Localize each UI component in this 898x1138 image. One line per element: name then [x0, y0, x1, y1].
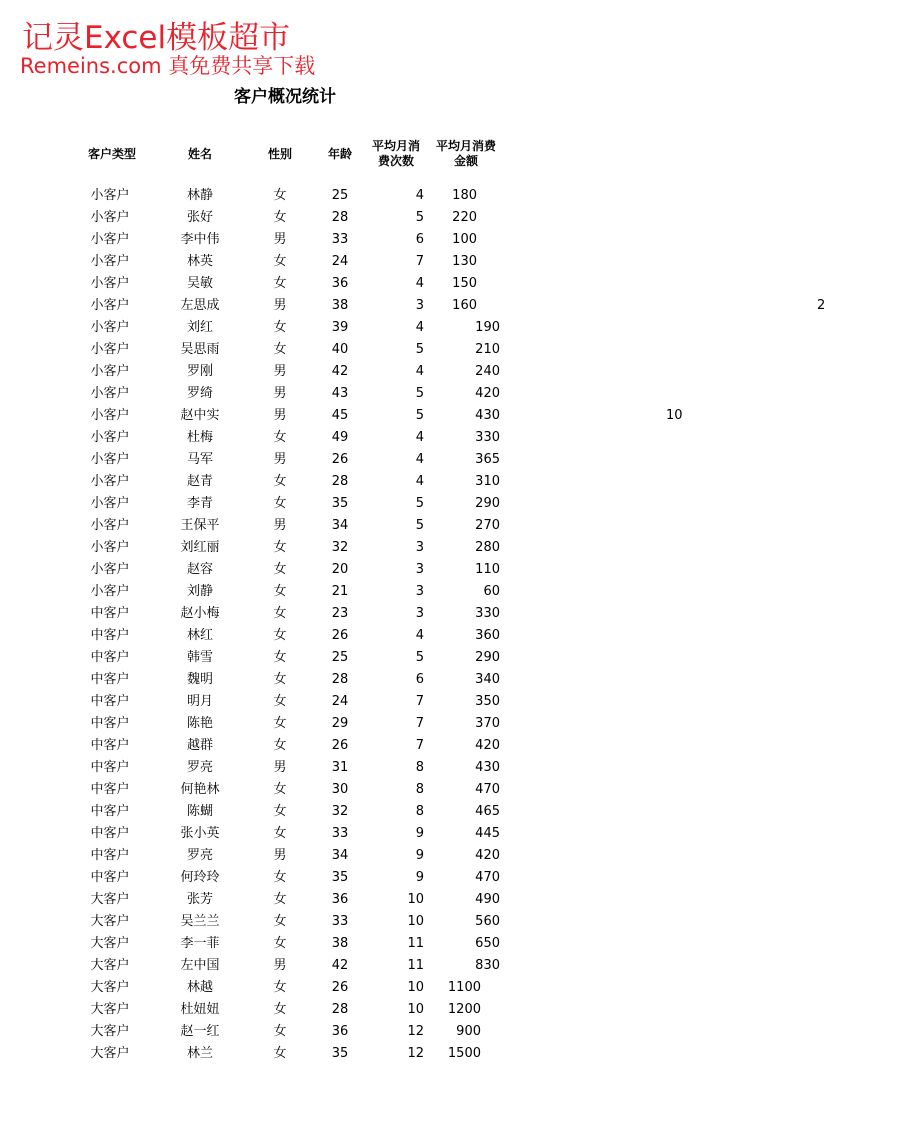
cell-age: 35 [331, 1046, 349, 1061]
header-customer-type: 客户类型 [87, 146, 136, 161]
cell-age: 34 [331, 848, 349, 863]
cell-name: 林静 [186, 188, 213, 203]
cell-age: 28 [331, 672, 349, 687]
cell-customer-type: 小客户 [90, 364, 130, 379]
cell-name: 赵容 [186, 562, 213, 577]
cell-customer-type: 中客户 [90, 694, 130, 709]
table-row [0, 845, 898, 867]
cell-age: 28 [331, 474, 349, 489]
cell-avg-amount: 280 [475, 540, 500, 555]
table-row [0, 251, 898, 273]
cell-age: 30 [331, 782, 349, 797]
cell-gender: 女 [273, 1002, 287, 1017]
cell-gender: 女 [273, 474, 287, 489]
cell-age: 20 [331, 562, 349, 577]
cell-avg-frequency: 4 [415, 474, 424, 489]
cell-gender: 男 [273, 386, 287, 401]
cell-avg-frequency: 3 [415, 540, 424, 555]
cell-customer-type: 大客户 [90, 958, 130, 973]
cell-age: 25 [331, 188, 349, 203]
cell-avg-frequency: 10 [407, 892, 424, 907]
cell-customer-type: 小客户 [90, 474, 130, 489]
stray-cell-value: 2 [817, 298, 826, 313]
cell-avg-frequency: 6 [415, 672, 424, 687]
cell-avg-amount: 360 [475, 628, 500, 643]
table-row [0, 933, 898, 955]
cell-avg-amount: 110 [475, 562, 500, 577]
header-age: 年龄 [327, 146, 352, 161]
cell-age: 29 [331, 716, 349, 731]
cell-customer-type: 小客户 [90, 408, 130, 423]
cell-avg-amount: 100 [452, 232, 477, 247]
cell-avg-frequency: 7 [415, 738, 424, 753]
cell-customer-type: 小客户 [90, 298, 130, 313]
cell-customer-type: 小客户 [90, 210, 130, 225]
cell-avg-amount: 430 [475, 408, 500, 423]
cell-name: 杜梅 [186, 430, 213, 445]
cell-customer-type: 大客户 [90, 1002, 130, 1017]
cell-gender: 女 [273, 694, 287, 709]
cell-avg-amount: 560 [475, 914, 500, 929]
cell-avg-amount: 650 [475, 936, 500, 951]
table-row [0, 1021, 898, 1043]
cell-age: 42 [331, 958, 349, 973]
cell-avg-amount: 420 [475, 738, 500, 753]
cell-customer-type: 大客户 [90, 914, 130, 929]
cell-avg-amount: 365 [475, 452, 500, 467]
cell-age: 43 [331, 386, 349, 401]
cell-avg-amount: 445 [475, 826, 500, 841]
cell-customer-type: 中客户 [90, 782, 130, 797]
cell-avg-frequency: 10 [407, 980, 424, 995]
cell-gender: 女 [273, 1024, 287, 1039]
cell-age: 28 [331, 210, 349, 225]
cell-age: 26 [331, 628, 349, 643]
cell-avg-amount: 60 [483, 584, 500, 599]
header-avg-frequency: 平均月消 费次数 [371, 139, 420, 168]
cell-age: 26 [331, 980, 349, 995]
table-row [0, 581, 898, 603]
cell-age: 32 [331, 804, 349, 819]
cell-name: 明月 [186, 694, 213, 709]
cell-customer-type: 大客户 [90, 936, 130, 951]
cell-gender: 女 [273, 210, 287, 225]
cell-age: 21 [331, 584, 349, 599]
stray-cell-value: 10 [666, 408, 683, 423]
cell-age: 39 [331, 320, 349, 335]
cell-gender: 女 [273, 870, 287, 885]
cell-avg-frequency: 10 [407, 914, 424, 929]
cell-avg-frequency: 3 [415, 298, 424, 313]
table-row [0, 361, 898, 383]
cell-name: 赵一红 [180, 1024, 220, 1039]
table-row [0, 911, 898, 933]
cell-avg-amount: 370 [475, 716, 500, 731]
table-row [0, 779, 898, 801]
cell-gender: 男 [273, 452, 287, 467]
cell-name: 刘静 [186, 584, 213, 599]
cell-customer-type: 小客户 [90, 518, 130, 533]
cell-avg-frequency: 3 [415, 584, 424, 599]
cell-avg-amount: 220 [452, 210, 477, 225]
cell-customer-type: 小客户 [90, 342, 130, 357]
cell-name: 赵中实 [180, 408, 220, 423]
cell-name: 林红 [186, 628, 213, 643]
table-row [0, 405, 898, 427]
cell-avg-frequency: 11 [407, 936, 424, 951]
cell-avg-frequency: 5 [415, 210, 424, 225]
cell-avg-frequency: 4 [415, 452, 424, 467]
cell-age: 36 [331, 276, 349, 291]
table-row [0, 537, 898, 559]
cell-name: 吴兰兰 [180, 914, 220, 929]
cell-avg-amount: 150 [452, 276, 477, 291]
cell-avg-frequency: 11 [407, 958, 424, 973]
cell-avg-frequency: 5 [415, 342, 424, 357]
cell-age: 34 [331, 518, 349, 533]
cell-avg-frequency: 10 [407, 1002, 424, 1017]
cell-avg-amount: 430 [475, 760, 500, 775]
cell-name: 陈艳 [186, 716, 213, 731]
cell-gender: 女 [273, 672, 287, 687]
table-row [0, 493, 898, 515]
cell-customer-type: 小客户 [90, 232, 130, 247]
cell-avg-amount: 310 [475, 474, 500, 489]
table-row [0, 999, 898, 1021]
cell-name: 左思成 [180, 298, 220, 313]
cell-age: 26 [331, 738, 349, 753]
cell-avg-amount: 180 [452, 188, 477, 203]
cell-name: 林英 [186, 254, 213, 269]
cell-gender: 女 [273, 188, 287, 203]
cell-avg-frequency: 4 [415, 628, 424, 643]
cell-avg-amount: 420 [475, 848, 500, 863]
cell-avg-frequency: 7 [415, 716, 424, 731]
cell-age: 35 [331, 496, 349, 511]
cell-gender: 男 [273, 408, 287, 423]
cell-avg-amount: 1100 [447, 980, 481, 995]
table-row [0, 207, 898, 229]
cell-gender: 男 [273, 232, 287, 247]
cell-avg-amount: 470 [475, 870, 500, 885]
cell-avg-amount: 190 [475, 320, 500, 335]
cell-gender: 女 [273, 606, 287, 621]
cell-age: 33 [331, 914, 349, 929]
cell-customer-type: 小客户 [90, 540, 130, 555]
cell-name: 林越 [186, 980, 213, 995]
table-row [0, 889, 898, 911]
cell-customer-type: 中客户 [90, 606, 130, 621]
cell-age: 32 [331, 540, 349, 555]
cell-gender: 女 [273, 276, 287, 291]
table-row [0, 713, 898, 735]
cell-gender: 女 [273, 562, 287, 577]
cell-avg-frequency: 7 [415, 694, 424, 709]
cell-avg-frequency: 6 [415, 232, 424, 247]
cell-customer-type: 小客户 [90, 584, 130, 599]
cell-avg-frequency: 5 [415, 518, 424, 533]
cell-avg-frequency: 4 [415, 320, 424, 335]
cell-gender: 男 [273, 958, 287, 973]
cell-name: 何玲玲 [180, 870, 220, 885]
table-row [0, 757, 898, 779]
cell-avg-frequency: 12 [407, 1046, 424, 1061]
cell-name: 越群 [186, 738, 213, 753]
table-row [0, 449, 898, 471]
sheet-title: 客户概况统计 [234, 87, 336, 107]
table-row [0, 955, 898, 977]
cell-customer-type: 小客户 [90, 254, 130, 269]
cell-name: 吴敏 [186, 276, 213, 291]
cell-avg-frequency: 8 [415, 760, 424, 775]
cell-name: 马军 [186, 452, 213, 467]
cell-gender: 男 [273, 760, 287, 775]
cell-avg-frequency: 4 [415, 430, 424, 445]
cell-avg-frequency: 7 [415, 254, 424, 269]
watermark-line1: 记灵Excel模板超市 [22, 20, 291, 56]
cell-gender: 女 [273, 892, 287, 907]
table-row [0, 185, 898, 207]
cell-name: 张好 [186, 210, 213, 225]
cell-name: 魏明 [186, 672, 213, 687]
cell-gender: 女 [273, 738, 287, 753]
cell-avg-amount: 330 [475, 430, 500, 445]
cell-gender: 女 [273, 650, 287, 665]
table-row [0, 625, 898, 647]
cell-avg-amount: 290 [475, 496, 500, 511]
cell-customer-type: 小客户 [90, 452, 130, 467]
cell-avg-amount: 160 [452, 298, 477, 313]
cell-age: 33 [331, 826, 349, 841]
cell-avg-frequency: 5 [415, 496, 424, 511]
cell-age: 24 [331, 694, 349, 709]
header-avg-amount: 平均月消费 金额 [435, 139, 496, 168]
cell-name: 刘红 [186, 320, 213, 335]
cell-customer-type: 小客户 [90, 386, 130, 401]
cell-age: 36 [331, 1024, 349, 1039]
cell-customer-type: 大客户 [90, 892, 130, 907]
cell-age: 23 [331, 606, 349, 621]
cell-name: 李一菲 [180, 936, 220, 951]
cell-avg-frequency: 9 [415, 870, 424, 885]
cell-age: 33 [331, 232, 349, 247]
cell-avg-frequency: 5 [415, 408, 424, 423]
cell-avg-amount: 1200 [447, 1002, 481, 1017]
cell-gender: 女 [273, 496, 287, 511]
cell-avg-amount: 420 [475, 386, 500, 401]
cell-name: 吴思雨 [180, 342, 220, 357]
cell-avg-frequency: 12 [407, 1024, 424, 1039]
cell-avg-frequency: 3 [415, 562, 424, 577]
cell-customer-type: 大客户 [90, 980, 130, 995]
cell-avg-amount: 900 [456, 1024, 481, 1039]
cell-avg-frequency: 8 [415, 804, 424, 819]
cell-gender: 女 [273, 914, 287, 929]
table-row [0, 295, 898, 317]
cell-gender: 男 [273, 298, 287, 313]
cell-name: 罗绮 [186, 386, 213, 401]
cell-avg-amount: 465 [475, 804, 500, 819]
table-row [0, 383, 898, 405]
cell-gender: 女 [273, 584, 287, 599]
table-row [0, 559, 898, 581]
table-row [0, 317, 898, 339]
table-row [0, 1043, 898, 1065]
cell-avg-amount: 1500 [447, 1046, 481, 1061]
cell-avg-frequency: 4 [415, 188, 424, 203]
cell-age: 38 [331, 936, 349, 951]
cell-gender: 女 [273, 430, 287, 445]
header-name: 姓名 [187, 146, 212, 161]
cell-name: 韩雪 [186, 650, 213, 665]
cell-gender: 女 [273, 826, 287, 841]
cell-avg-frequency: 4 [415, 364, 424, 379]
cell-customer-type: 大客户 [90, 1046, 130, 1061]
cell-avg-amount: 240 [475, 364, 500, 379]
cell-gender: 女 [273, 254, 287, 269]
cell-age: 28 [331, 1002, 349, 1017]
cell-avg-amount: 330 [475, 606, 500, 621]
cell-customer-type: 小客户 [90, 430, 130, 445]
cell-age: 40 [331, 342, 349, 357]
cell-age: 31 [331, 760, 349, 775]
cell-customer-type: 小客户 [90, 496, 130, 511]
cell-customer-type: 小客户 [90, 188, 130, 203]
cell-name: 罗亮 [186, 760, 213, 775]
cell-customer-type: 中客户 [90, 804, 130, 819]
table-row [0, 823, 898, 845]
cell-customer-type: 中客户 [90, 870, 130, 885]
cell-gender: 女 [273, 540, 287, 555]
cell-age: 36 [331, 892, 349, 907]
cell-age: 45 [331, 408, 349, 423]
cell-avg-amount: 270 [475, 518, 500, 533]
cell-customer-type: 中客户 [90, 716, 130, 731]
cell-gender: 女 [273, 342, 287, 357]
cell-avg-amount: 210 [475, 342, 500, 357]
cell-customer-type: 中客户 [90, 628, 130, 643]
table-row [0, 647, 898, 669]
cell-age: 38 [331, 298, 349, 313]
cell-name: 左中国 [180, 958, 220, 973]
table-row [0, 515, 898, 537]
cell-avg-frequency: 9 [415, 826, 424, 841]
cell-customer-type: 中客户 [90, 650, 130, 665]
cell-name: 张小英 [180, 826, 220, 841]
table-row [0, 867, 898, 889]
table-row [0, 669, 898, 691]
table-row [0, 977, 898, 999]
table-row [0, 603, 898, 625]
table-row [0, 801, 898, 823]
cell-customer-type: 中客户 [90, 672, 130, 687]
cell-gender: 男 [273, 518, 287, 533]
cell-customer-type: 小客户 [90, 320, 130, 335]
cell-age: 25 [331, 650, 349, 665]
cell-gender: 女 [273, 980, 287, 995]
cell-avg-frequency: 5 [415, 386, 424, 401]
cell-name: 罗亮 [186, 848, 213, 863]
cell-name: 杜妞妞 [180, 1002, 220, 1017]
cell-name: 王保平 [180, 518, 220, 533]
cell-gender: 女 [273, 936, 287, 951]
cell-name: 张芳 [186, 892, 213, 907]
cell-name: 李中伟 [180, 232, 220, 247]
cell-avg-amount: 350 [475, 694, 500, 709]
table-row [0, 229, 898, 251]
cell-gender: 女 [273, 782, 287, 797]
header-gender: 性别 [267, 146, 292, 161]
cell-name: 罗刚 [186, 364, 213, 379]
cell-name: 刘红丽 [180, 540, 220, 555]
watermark-line2: Remeins.com 真免费共享下载 [20, 54, 316, 78]
cell-age: 26 [331, 452, 349, 467]
cell-customer-type: 中客户 [90, 826, 130, 841]
cell-age: 24 [331, 254, 349, 269]
cell-avg-amount: 470 [475, 782, 500, 797]
cell-customer-type: 小客户 [90, 562, 130, 577]
table-row [0, 471, 898, 493]
cell-gender: 女 [273, 628, 287, 643]
cell-avg-amount: 490 [475, 892, 500, 907]
cell-name: 何艳林 [180, 782, 220, 797]
table-row [0, 273, 898, 295]
cell-name: 林兰 [186, 1046, 213, 1061]
cell-avg-frequency: 8 [415, 782, 424, 797]
cell-customer-type: 大客户 [90, 1024, 130, 1039]
table-row [0, 427, 898, 449]
cell-avg-amount: 830 [475, 958, 500, 973]
cell-name: 李青 [186, 496, 213, 511]
cell-gender: 男 [273, 848, 287, 863]
cell-gender: 女 [273, 1046, 287, 1061]
cell-gender: 女 [273, 320, 287, 335]
cell-gender: 女 [273, 804, 287, 819]
cell-avg-amount: 290 [475, 650, 500, 665]
cell-name: 赵小梅 [180, 606, 220, 621]
cell-name: 赵青 [186, 474, 213, 489]
cell-avg-frequency: 5 [415, 650, 424, 665]
cell-customer-type: 中客户 [90, 738, 130, 753]
table-row [0, 691, 898, 713]
table-row [0, 339, 898, 361]
cell-customer-type: 小客户 [90, 276, 130, 291]
cell-age: 35 [331, 870, 349, 885]
table-row [0, 735, 898, 757]
cell-customer-type: 中客户 [90, 848, 130, 863]
cell-gender: 女 [273, 716, 287, 731]
cell-customer-type: 中客户 [90, 760, 130, 775]
cell-avg-amount: 340 [475, 672, 500, 687]
cell-avg-frequency: 3 [415, 606, 424, 621]
cell-gender: 男 [273, 364, 287, 379]
cell-age: 42 [331, 364, 349, 379]
cell-avg-amount: 130 [452, 254, 477, 269]
cell-name: 陈蝴 [186, 804, 213, 819]
cell-age: 49 [331, 430, 349, 445]
cell-avg-frequency: 4 [415, 276, 424, 291]
cell-avg-frequency: 9 [415, 848, 424, 863]
